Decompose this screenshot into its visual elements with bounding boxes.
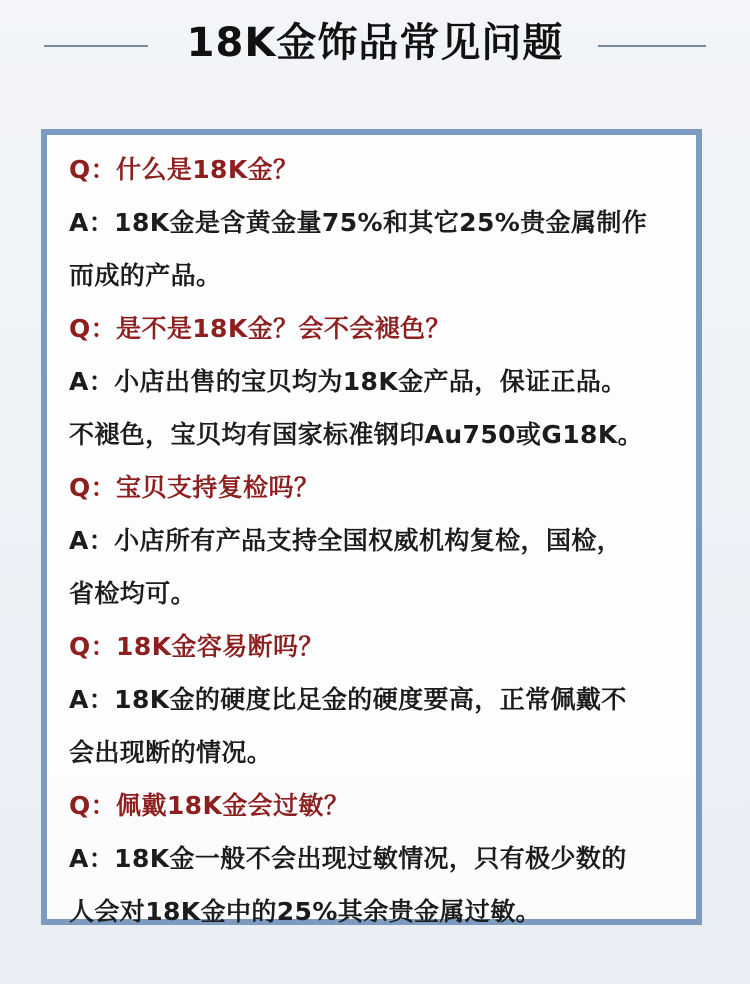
page-title: 18K金饰品常见问题 xyxy=(186,20,564,66)
faq-question-2: Q：是不是18K金？会不会褪色？ xyxy=(69,314,451,343)
faq-answer-3-line-2: 省检均可。 xyxy=(69,579,197,608)
faq-answer-5-line-1: A：18K金一般不会出现过敏情况，只有极少数的 xyxy=(69,844,627,873)
faq-answer-1-line-2: 而成的产品。 xyxy=(69,261,222,290)
faq-answer-3-line-1: A：小店所有产品支持全国权威机构复检，国检， xyxy=(69,526,623,555)
faq-answer-1-line-1: A：18K金是含黄金量75%和其它25%贵金属制作 xyxy=(69,208,648,237)
faq-list xyxy=(69,143,689,938)
faq-answer-5 xyxy=(69,832,689,938)
faq-answer-4-line-1: A：18K金的硬度比足金的硬度要高，正常佩戴不 xyxy=(69,685,627,714)
faq-answer-2 xyxy=(69,355,689,461)
faq-question-3: Q：宝贝支持复检吗？ xyxy=(69,473,320,502)
faq-answer-1 xyxy=(69,196,689,302)
faq-question-5: Q：佩戴18K金会过敏？ xyxy=(69,791,350,820)
faq-answer-2-line-2: 不褪色，宝贝均有国家标准钢印Au750或G18K。 xyxy=(69,420,644,449)
header-right-line xyxy=(598,45,706,47)
header-left-line xyxy=(44,45,148,47)
faq-answer-2-line-1: A：小店出售的宝贝均为18K金产品，保证正品。 xyxy=(69,367,627,396)
faq-answer-5-line-2: 人会对18K金中的25%其余贵金属过敏。 xyxy=(69,897,542,926)
faq-card xyxy=(41,129,702,925)
faq-answer-4-line-2: 会出现断的情况。 xyxy=(69,738,273,767)
faq-answer-4 xyxy=(69,673,689,779)
faq-question-4: Q：18K金容易断吗？ xyxy=(69,632,324,661)
faq-answer-3 xyxy=(69,514,689,620)
page-header xyxy=(0,0,750,92)
faq-question-1: Q：什么是18K金？ xyxy=(69,155,299,184)
